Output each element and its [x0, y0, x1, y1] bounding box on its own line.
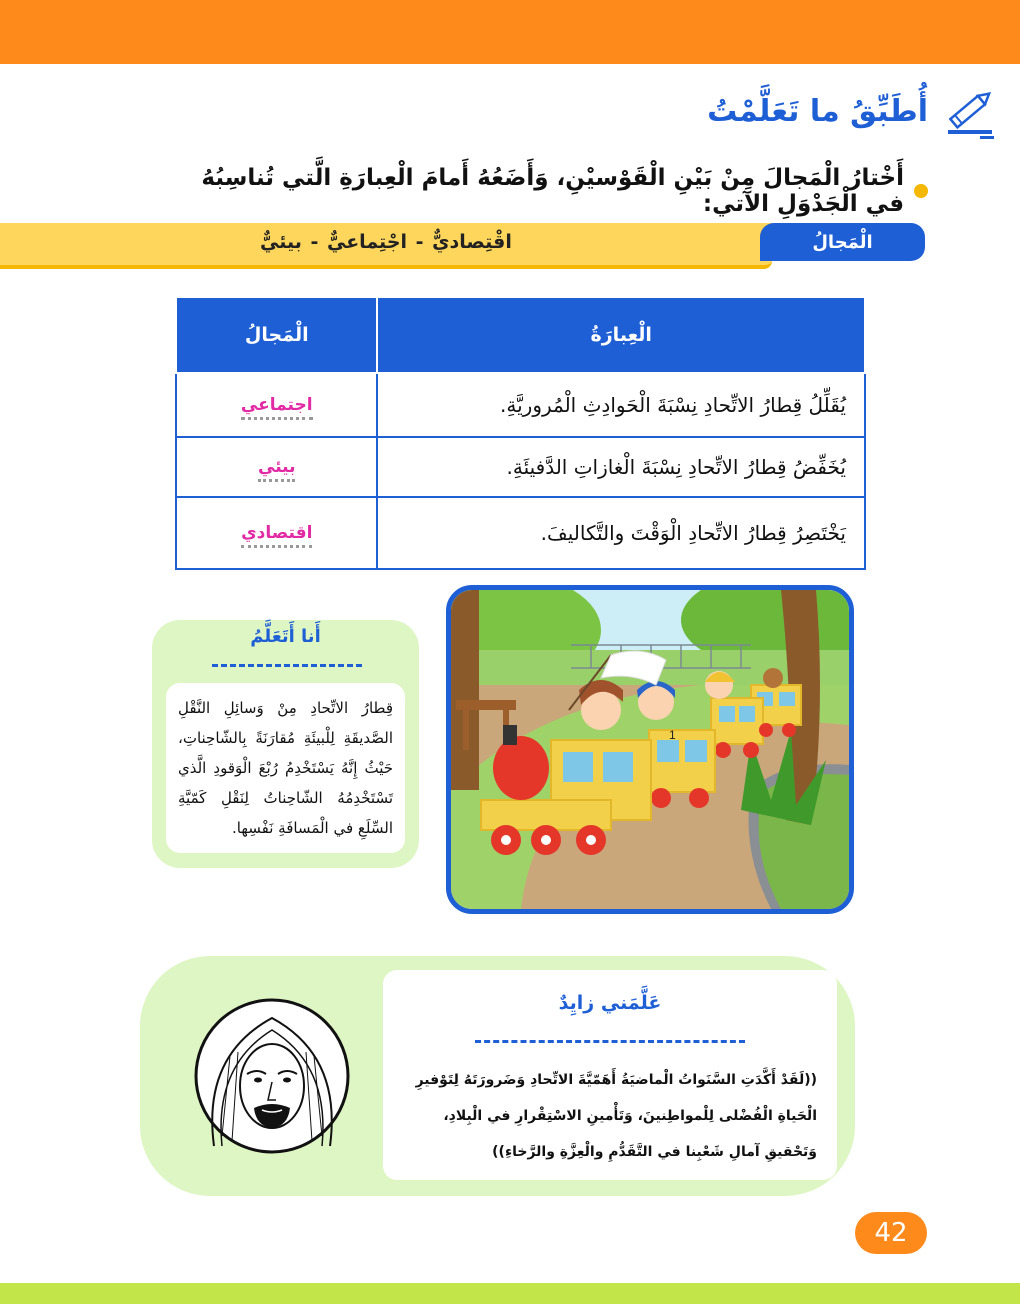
choices-band: [0, 223, 772, 269]
zayed-card: [383, 970, 837, 1180]
title-text: أُطَبِّقُ ما تَعَلَّمْتُ: [707, 93, 928, 129]
row-field: [176, 373, 377, 437]
pencil-icon: [938, 82, 998, 142]
sheikh-zayed-portrait: [192, 996, 352, 1156]
table-row: [176, 497, 865, 569]
park-scene: [451, 590, 849, 909]
zayed-title: عَلَّمَني زايِدٌ: [558, 992, 662, 1014]
row-phrase: يُقَلِّلُ قِطارُ الاتِّحادِ نِسْبَةَ الْحَوادِثِ الْمُروريَّةِ.: [377, 373, 865, 437]
table-row: [176, 437, 865, 497]
field-tab: الْمَجالُ: [760, 223, 925, 261]
zayed-quote: ((لَقَدْ أَكَّدَتِ السَّنَواتُ الْماضيَةُ أَهَمّيَّةَ الاتِّحادِ وَضَرورَتَهُ لِتَوْفيرِ الْحَياةِ الْفُضْلى لِلْمواطِنينَ، وَتَأْمينِ الاسْتِقْرارِ في الْبِلادِ، وَتَحْقيقِ آمالِ شَعْبِنا في التَّقَدُّمِ والْعِزَّةِ والرَّخاءِ)): [415, 1072, 817, 1160]
instruction: [168, 165, 928, 217]
learn-card: [166, 683, 405, 853]
train-illustration: [446, 585, 854, 914]
table-row: [176, 373, 865, 437]
row-phrase: يَخْتَصِرُ قِطارُ الاتِّحادِ الْوَقْتَ والتَّكاليفَ.: [377, 497, 865, 569]
exercise-table: [175, 296, 866, 570]
section-title: [707, 86, 928, 136]
zayed-box: [140, 956, 855, 1196]
row-field: [176, 497, 377, 569]
top-orange-bar: [0, 0, 1020, 64]
learn-box: [152, 620, 419, 868]
bottom-green-bar: [0, 1283, 1020, 1304]
answer-text: بيئي: [258, 457, 295, 482]
wagon-number: 1: [669, 728, 676, 742]
instruction-text: أَخْتارُ الْمَجالَ مِنْ بَيْنِ الْقَوْسيْنِ، وَأَضَعُهُ أَمامَ الْعِبارَةِ الَّتي تُناسِبُهُ في الْجَدْوَلِ الآتي:: [201, 165, 904, 217]
answer-text: اقتصادي: [241, 523, 312, 548]
dashed-divider: [212, 664, 362, 667]
dashed-divider: [475, 1040, 745, 1043]
choices-options: اقْتِصاديٌّ - اجْتِماعيٌّ - بيئيٌّ: [260, 231, 512, 253]
header-phrase: الْعِبارَةُ: [377, 297, 865, 373]
learn-text: قِطارُ الاتِّحادِ مِنْ وَسائِلِ النَّقْلِ الصَّديقَةِ لِلْبيئَةِ مُقارَنَةً بِالشّاحِناتِ، حَيْثُ إِنَّهُ يَسْتَخْدِمُ رُبْعَ الْوَقودِ الَّذي تَسْتَخْدِمُهُ الشّاحِناتُ لِنَقْلِ كَمّيَّةِ السِّلَعِ في الْمَسافَةِ نَفْسِها.: [178, 699, 393, 837]
learn-title: أَنا أَتَعَلَّمُ: [250, 626, 321, 647]
row-phrase: يُخَفِّضُ قِطارُ الاتِّحادِ نِسْبَةَ الْغازاتِ الدَّفيئَةِ.: [377, 437, 865, 497]
answer-text: اجتماعي: [241, 395, 313, 420]
row-field: [176, 437, 377, 497]
bullet-icon: [914, 184, 928, 198]
page-number: 42: [855, 1212, 927, 1254]
header-field: الْمَجالُ: [176, 297, 377, 373]
